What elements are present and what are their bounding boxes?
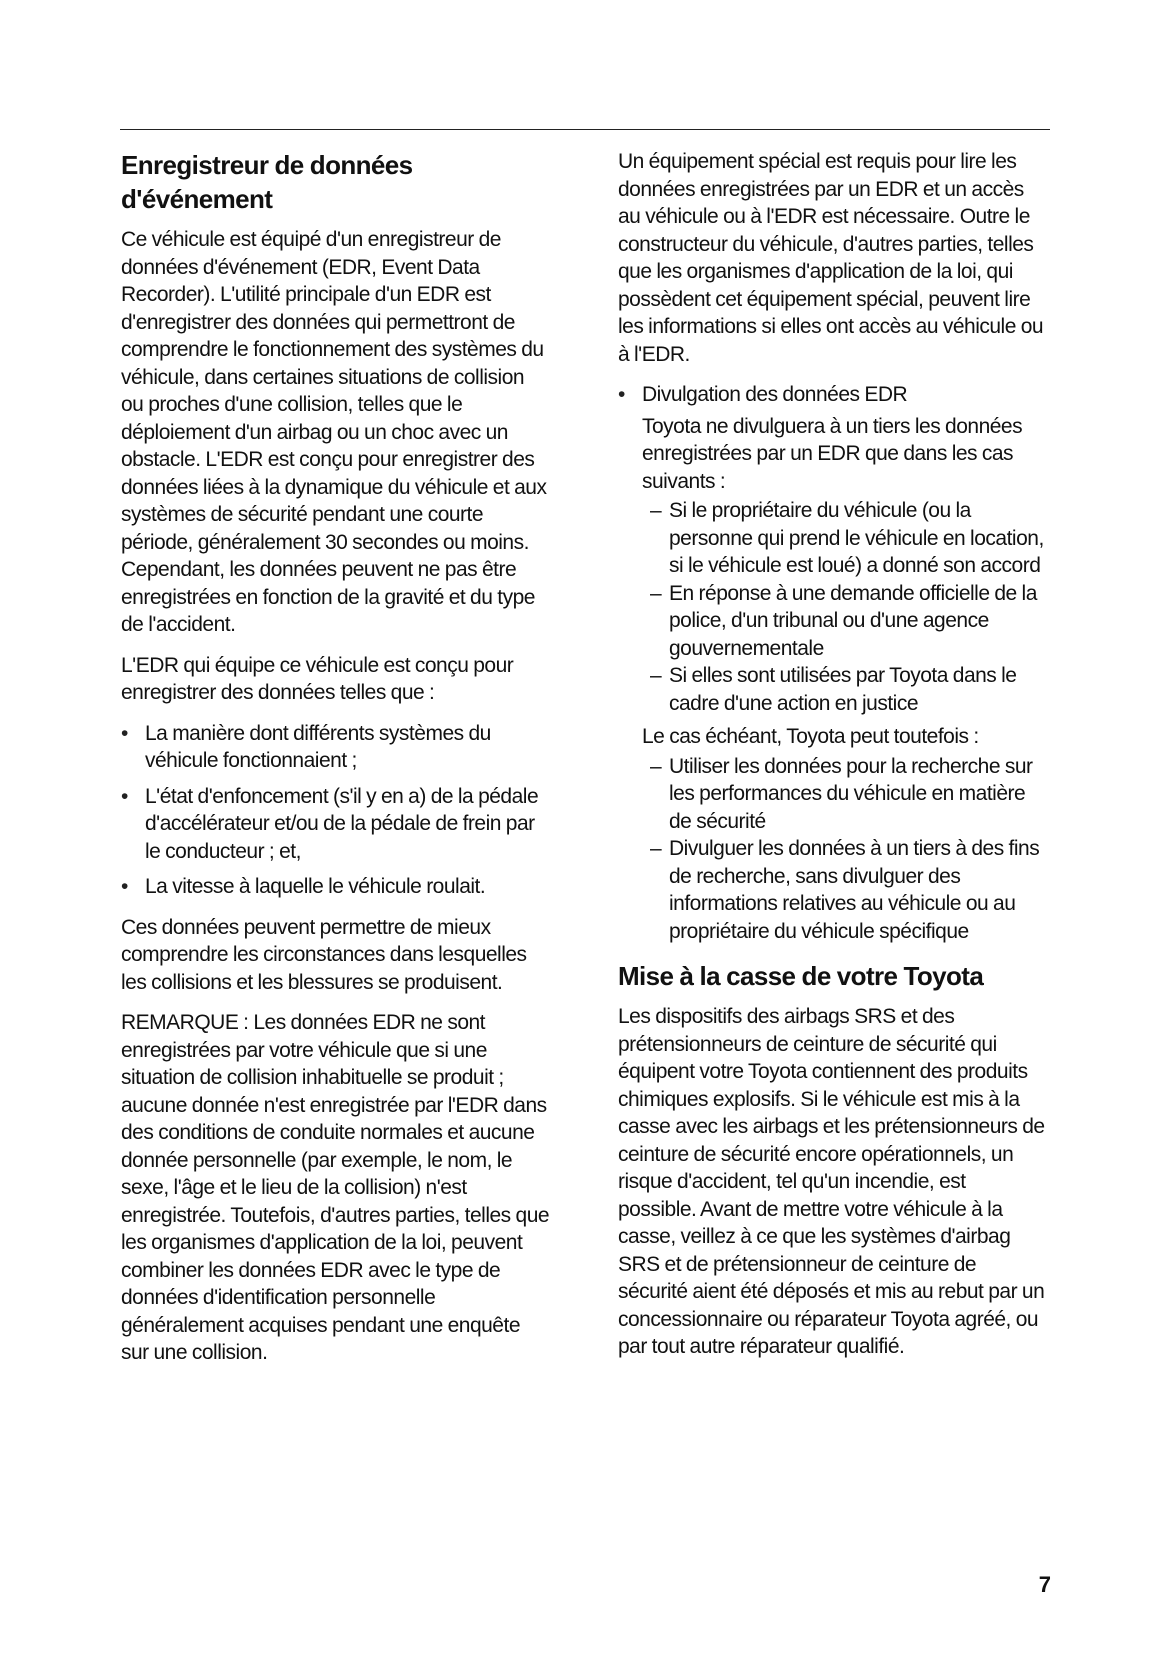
list-item: – Utiliser les données pour la recherche sur les performances du véhicule en matière de sécurité [650,753,1048,836]
list-item: • La vitesse à laquelle le véhicule roulait. [121,873,551,901]
disclosure-intro: Toyota ne divulguera à un tiers les données enregistrées par un EDR que dans les cas suivants : [642,414,1023,493]
list-item: • La manière dont différents systèmes du véhicule fonctionnaient ; [121,720,551,775]
list-item: – Si le propriétaire du véhicule (ou la personne qui prend le véhicule en location, si le véhicule est loué) a donné son accord [650,497,1048,580]
edr-intro-paragraph: Ce véhicule est équipé d'un enregistreur de données d'événement (EDR, Event Data Recorder). L'utilité principale d'un EDR est d'enregistrer des données qui permettront de comprendre le fonctionnement des systèmes du véhicule, dans certaines situations de collision ou proches d'une collision, telles que le déploiement d'un airbag ou un choc avec un obstacle. L'EDR est conçu pour enregistrer des données liées à la dynamique du véhicule et aux systèmes de sécurité pendant une courte période, généralement 30 secondes ou moins. Cependant, les données peuvent ne pas être enregistrées en fonction de la gravité et du type de l'accident. [121,228,547,636]
disclosure-list [618,381,1048,945]
list-item: • L'état d'enfoncement (s'il y en a) de la pédale d'accélérateur et/ou de la pédale de frein par le conducteur ; et, [121,783,551,866]
disclosure-however: Le cas échéant, Toyota peut toutefois : [642,725,979,748]
disclosure-cases-list [650,497,1048,717]
list-item: – En réponse à une demande officielle de la police, d'un tribunal ou d'une agence gouvernementale [650,580,1048,663]
disclosure-title: • Divulgation des données EDR [642,383,908,406]
edr-remark-paragraph: REMARQUE : Les données EDR ne sont enregistrées par votre véhicule que si une situation de collision inhabituelle se produit ; aucune donnée n'est enregistrée par l'EDR dans des conditions de conduite normales et aucune donnée personnelle (par exemple, le nom, le sexe, l'âge et le lieu de la collision) n'est enregistrée. Toutefois, d'autres parties, telles que les organismes d'application de la loi, peuvent combiner les données EDR avec le type de données d'identification personnelle généralement acquises pendant une enquête sur une collision. [121,1011,550,1364]
edr-equipment-paragraph: Un équipement spécial est requis pour lire les données enregistrées par un EDR et un accès au véhicule ou à l'EDR est nécessaire. Outre le constructeur du véhicule, d'autres parties, telles que les organismes d'application de la loi, qui possèdent cet équipement spécial, peuvent lire les informations si elles ont accès au véhicule ou à l'EDR. [618,150,1044,366]
edr-data-lead-paragraph: L'EDR qui équipe ce véhicule est conçu pour enregistrer des données telles que : [121,653,514,704]
edr-data-list [121,720,551,901]
edr-understanding-paragraph: Ces données peuvent permettre de mieux comprendre les circonstances dans lesquelles les collisions et les blessures se produisent. [121,915,527,994]
scrap-paragraph: Les dispositifs des airbags SRS et des prétensionneurs de ceinture de sécurité qui équipent votre Toyota contiennent des produits chimiques explosifs. Si le véhicule est mis à la casse avec les airbags et les prétensionneurs de ceinture de sécurité encore opérationnels, un risque d'accident, tel qu'un incendie, est possible. Avant de mettre votre véhicule à la casse, veillez à ce que les systèmes d'airbag SRS et de prétensionneur de ceinture de sécurité aient été déposés et mis au rebut par un concessionnaire ou réparateur Toyota agréé, ou par tout autre réparateur qualifié. [618,1005,1045,1358]
list-item: – Divulguer les données à un tiers à des fins de recherche, sans divulguer des informations relatives au véhicule ou au propriétaire du véhicule spécifique [650,835,1048,945]
list-item: – Si elles sont utilisées par Toyota dans le cadre d'une action en justice [650,662,1048,717]
right-column [618,148,1048,1374]
page-number: 7 [1038,1572,1051,1597]
disclosure-item [618,381,1048,945]
left-column [121,148,551,1380]
top-divider [120,129,1050,130]
section-heading-edr: Enregistreur de données d'événement [121,150,413,214]
section-heading-scrap: Mise à la casse de votre Toyota [618,961,984,991]
disclosure-however-list [650,753,1048,946]
